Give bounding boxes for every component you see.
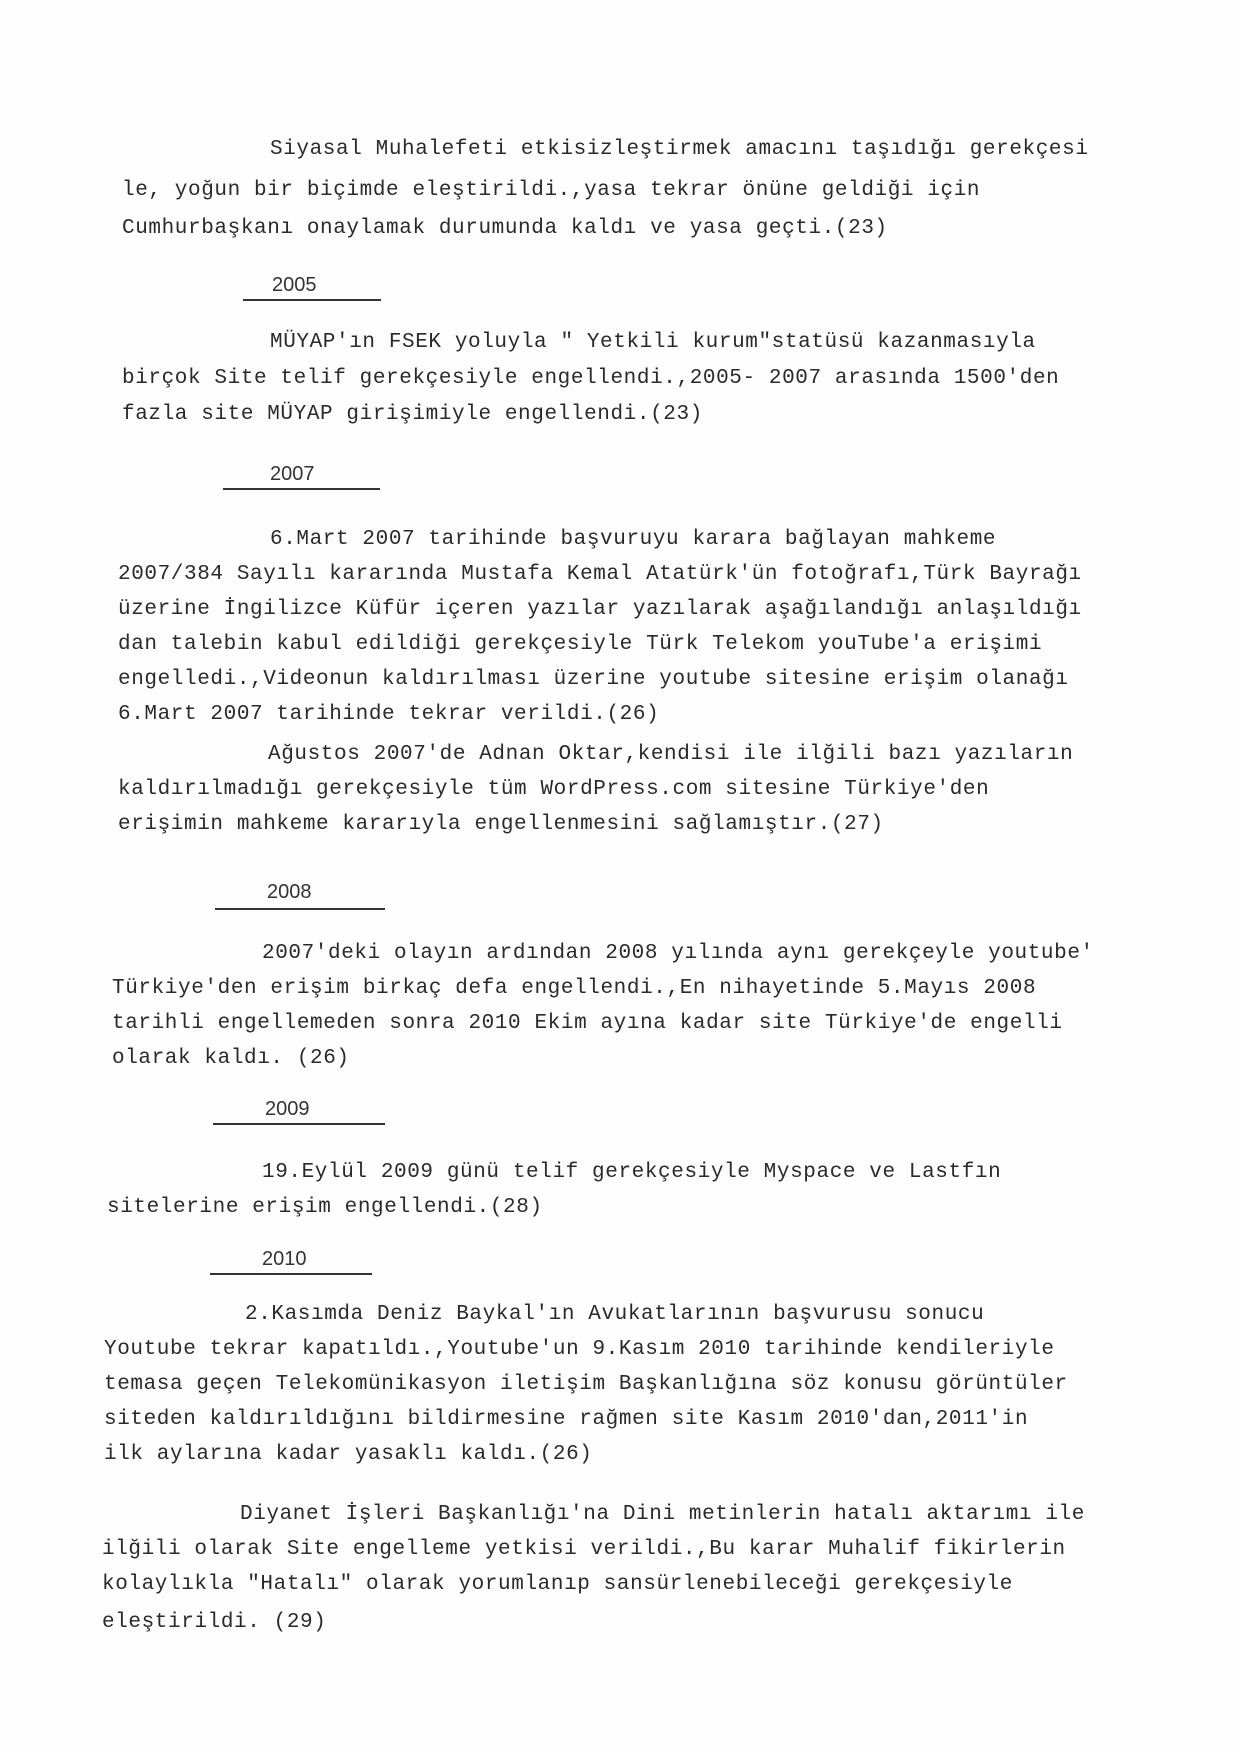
text-line: eleştirildi. (29) [102, 1611, 327, 1634]
heading-underline [210, 1273, 372, 1275]
year-heading: 2005 [272, 274, 317, 296]
text-line: dan talebin kabul edildiği gerekçesiyle Türk Telekom youTube'a erişimi [118, 633, 1043, 656]
text-line: kolaylıkla "Hatalı" olarak yorumlanıp sansürlenebileceği gerekçesiyle [102, 1573, 1013, 1596]
text-line: 6.Mart 2007 tarihinde başvuruyu karara bağlayan mahkeme [270, 528, 997, 551]
text-line: siteden kaldırıldığını bildirmesine rağmen site Kasım 2010'dan,2011'in [104, 1408, 1029, 1431]
heading-underline [223, 488, 380, 490]
text-line: 6.Mart 2007 tarihinde tekrar verildi.(26) [118, 703, 660, 726]
year-heading: 2008 [267, 881, 312, 903]
text-line: 19.Eylül 2009 günü telif gerekçesiyle Myspace ve Lastfın [262, 1161, 1002, 1184]
text-line: ilğili olarak Site engelleme yetkisi verildi.,Bu karar Muhalif fikirlerin [102, 1538, 1066, 1561]
text-line: Siyasal Muhalefeti etkisizleştirmek amacını taşıdığı gerekçesi [270, 138, 1089, 161]
text-line: Ağustos 2007'de Adnan Oktar,kendisi ile ilğili bazı yazıların [268, 743, 1074, 766]
text-line: le, yoğun bir biçimde eleştirildi.,yasa tekrar önüne geldiği için [122, 179, 981, 202]
text-line: sitelerine erişim engellendi.(28) [107, 1196, 543, 1219]
text-line: üzerine İngilizce Küfür içeren yazılar yazılarak aşağılandığı anlaşıldığı [118, 598, 1082, 621]
text-line: 2007'deki olayın ardından 2008 yılında aynı gerekçeyle youtube' [262, 942, 1094, 965]
text-line: kaldırılmadığı gerekçesiyle tüm WordPress.com sitesine Türkiye'den [118, 778, 990, 801]
text-line: 2007/384 Sayılı kararında Mustafa Kemal Atatürk'ün fotoğrafı,Türk Bayrağı [118, 563, 1082, 586]
text-line: tarihli engellemeden sonra 2010 Ekim ayına kadar site Türkiye'de engelli [112, 1012, 1063, 1035]
heading-underline [243, 299, 381, 301]
text-line: engelledi.,Videonun kaldırılması üzerine youtube sitesine erişim olanağı [118, 668, 1069, 691]
text-line: Cumhurbaşkanı onaylamak durumunda kaldı ve yasa geçti.(23) [122, 217, 888, 240]
text-line: birçok Site telif gerekçesiyle engellendi.,2005- 2007 arasında 1500'den [122, 367, 1060, 390]
text-line: Türkiye'den erişim birkaç defa engellendi.,En nihayetinde 5.Mayıs 2008 [112, 977, 1037, 1000]
text-line: MÜYAP'ın FSEK yoluyla " Yetkili kurum"statüsü kazanmasıyla [270, 331, 1036, 354]
text-line: fazla site MÜYAP girişimiyle engellendi.(23) [122, 403, 703, 426]
heading-underline [213, 1123, 385, 1125]
text-line: ilk aylarına kadar yasaklı kaldı.(26) [104, 1443, 593, 1466]
year-heading: 2009 [265, 1098, 310, 1120]
text-line: erişimin mahkeme kararıyla engellenmesini sağlamıştır.(27) [118, 813, 884, 836]
year-heading: 2007 [270, 463, 315, 485]
year-heading: 2010 [262, 1248, 307, 1270]
text-line: Diyanet İşleri Başkanlığı'na Dini metinlerin hatalı aktarımı ile [240, 1503, 1085, 1526]
text-line: temasa geçen Telekomünikasyon iletişim Başkanlığına söz konusu görüntüler [104, 1373, 1068, 1396]
text-line: 2.Kasımda Deniz Baykal'ın Avukatlarının başvurusu sonucu [245, 1303, 985, 1326]
text-line: Youtube tekrar kapatıldı.,Youtube'un 9.Kasım 2010 tarihinde kendileriyle [104, 1338, 1055, 1361]
text-line: olarak kaldı. (26) [112, 1047, 350, 1070]
heading-underline [215, 908, 385, 910]
